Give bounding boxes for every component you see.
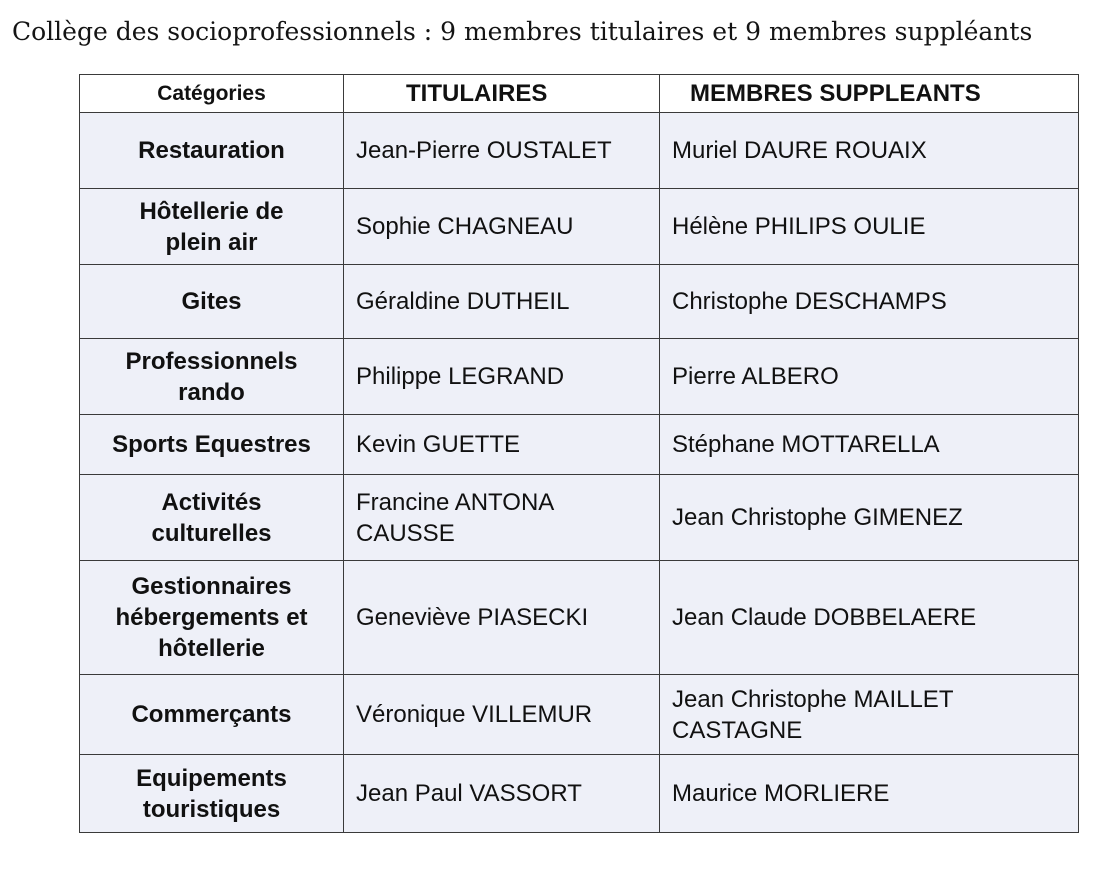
category-cell (80, 475, 344, 561)
titulaire-cell: Géraldine DUTHEIL (344, 265, 660, 339)
table-row (80, 475, 1079, 561)
category-cell (80, 755, 344, 833)
table-row (80, 189, 1079, 265)
category-cell: Gestionnaires hébergements et hôtellerie (80, 561, 344, 675)
table-row (80, 675, 1079, 755)
suppleant-cell: Christophe DESCHAMPS (660, 265, 1079, 339)
category-cell: Sports Equestres (80, 415, 344, 475)
table-row (80, 265, 1079, 339)
titulaire-cell: Geneviève PIASECKI (344, 561, 660, 675)
suppleant-text: Jean Christophe MAILLET CASTAGNE (672, 685, 954, 744)
suppleant-cell: Pierre ALBERO (660, 339, 1079, 415)
suppleant-cell: Jean Claude DOBBELAERE (660, 561, 1079, 675)
table-header-row (80, 75, 1079, 113)
titulaire-cell: Kevin GUETTE (344, 415, 660, 475)
column-header-suppleants: MEMBRES SUPPLEANTS (660, 75, 1079, 113)
titulaire-cell: Philippe LEGRAND (344, 339, 660, 415)
table-row (80, 339, 1079, 415)
category-text: Activités culturelles (151, 488, 272, 547)
category-cell (80, 339, 344, 415)
suppleant-cell: Muriel DAURE ROUAIX (660, 113, 1079, 189)
category-text: Equipements touristiques (136, 764, 287, 823)
suppleant-cell (660, 675, 1079, 755)
titulaire-cell: Francine ANTONA CAUSSE (344, 475, 660, 561)
table-row (80, 415, 1079, 475)
members-table (79, 74, 1079, 833)
titulaire-cell: Jean-Pierre OUSTALET (344, 113, 660, 189)
column-header-titulaires: TITULAIRES (344, 75, 660, 113)
document-title: Collège des socioprofessionnels : 9 membres titulaires et 9 membres suppléants (12, 17, 1033, 46)
suppleant-cell: Stéphane MOTTARELLA (660, 415, 1079, 475)
titulaire-cell: Jean Paul VASSORT (344, 755, 660, 833)
titulaire-cell: Véronique VILLEMUR (344, 675, 660, 755)
table-row (80, 113, 1079, 189)
column-header-categories: Catégories (80, 75, 344, 113)
table-row (80, 561, 1079, 675)
titulaire-cell: Sophie CHAGNEAU (344, 189, 660, 265)
suppleant-cell: Hélène PHILIPS OULIE (660, 189, 1079, 265)
suppleant-cell: Jean Christophe GIMENEZ (660, 475, 1079, 561)
category-text: Professionnels rando (125, 347, 298, 406)
table-row (80, 755, 1079, 833)
category-cell (80, 189, 344, 265)
category-cell: Gites (80, 265, 344, 339)
category-cell: Restauration (80, 113, 344, 189)
category-text: Hôtellerie de plein air (139, 197, 284, 256)
suppleant-cell: Maurice MORLIERE (660, 755, 1079, 833)
category-cell: Commerçants (80, 675, 344, 755)
